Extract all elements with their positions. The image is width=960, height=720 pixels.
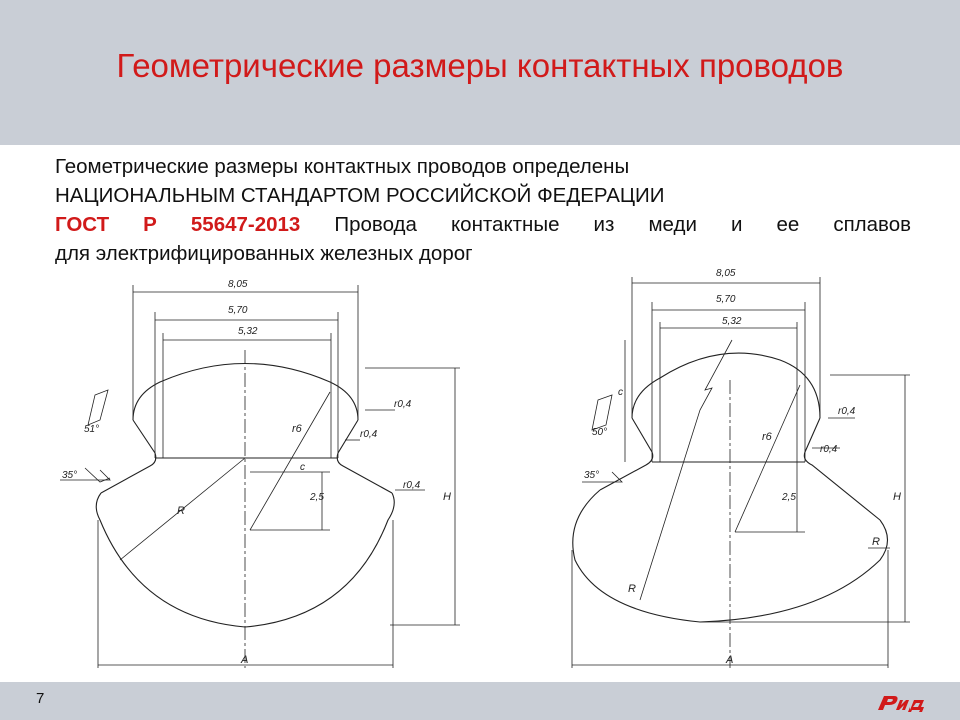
right-angle-bottom: 35° — [584, 470, 600, 481]
rzd-logo — [872, 690, 932, 716]
left-radius-big: R — [177, 505, 185, 517]
left-dim-inner: 5,32 — [238, 326, 258, 337]
left-angle-bottom: 35° — [62, 470, 78, 481]
left-dim-25: 2,5 — [310, 492, 324, 503]
right-dim-c: c — [618, 387, 623, 398]
right-radius-small: r6 — [762, 431, 772, 443]
body-line-3-rest: Провода контактные из меди и ее сплавов — [300, 213, 911, 236]
left-dim-mid: 5,70 — [228, 305, 248, 316]
slide-title: Геометрические размеры контактных проводов — [116, 47, 844, 84]
left-dim-H: H — [443, 491, 451, 503]
right-radius-side: R — [872, 536, 880, 548]
right-dim-H: H — [893, 491, 901, 503]
left-dim-c: c — [300, 462, 305, 473]
left-dim-A: A — [241, 654, 249, 666]
left-dimension-lines — [60, 285, 460, 668]
left-r-low: r0,4 — [403, 480, 421, 491]
body-line-4: для электрифицированных железных дорог — [55, 242, 473, 265]
body-line-2: НАЦИОНАЛЬНЫМ СТАНДАРТОМ РОССИЙСКОЙ ФЕДЕРАЦИИ — [55, 184, 665, 207]
right-dim-top: 8,05 — [716, 268, 736, 279]
left-r-mid: r0,4 — [360, 429, 378, 440]
right-radius-big: R — [628, 583, 636, 595]
right-dim-25: 2,5 — [782, 492, 796, 503]
right-dim-A: A — [726, 654, 734, 666]
left-r-top: r0,4 — [394, 399, 412, 410]
right-r-mid: r0,4 — [820, 444, 838, 455]
left-radius-small: r6 — [292, 423, 302, 435]
right-angle-top: 50° — [592, 427, 608, 438]
page-number: 7 — [36, 690, 45, 707]
right-dim-mid: 5,70 — [716, 294, 736, 305]
right-dim-inner: 5,32 — [722, 316, 742, 327]
footer-bar — [0, 682, 960, 720]
right-dimension-lines — [572, 277, 910, 668]
body-line-1: Геометрические размеры контактных проводов определены — [55, 155, 630, 178]
left-angle-top: 51° — [84, 424, 100, 435]
right-r-top: r0,4 — [838, 406, 856, 417]
left-dim-top: 8,05 — [228, 279, 248, 290]
gost-reference: ГОСТ Р 55647-2013 — [55, 213, 301, 236]
